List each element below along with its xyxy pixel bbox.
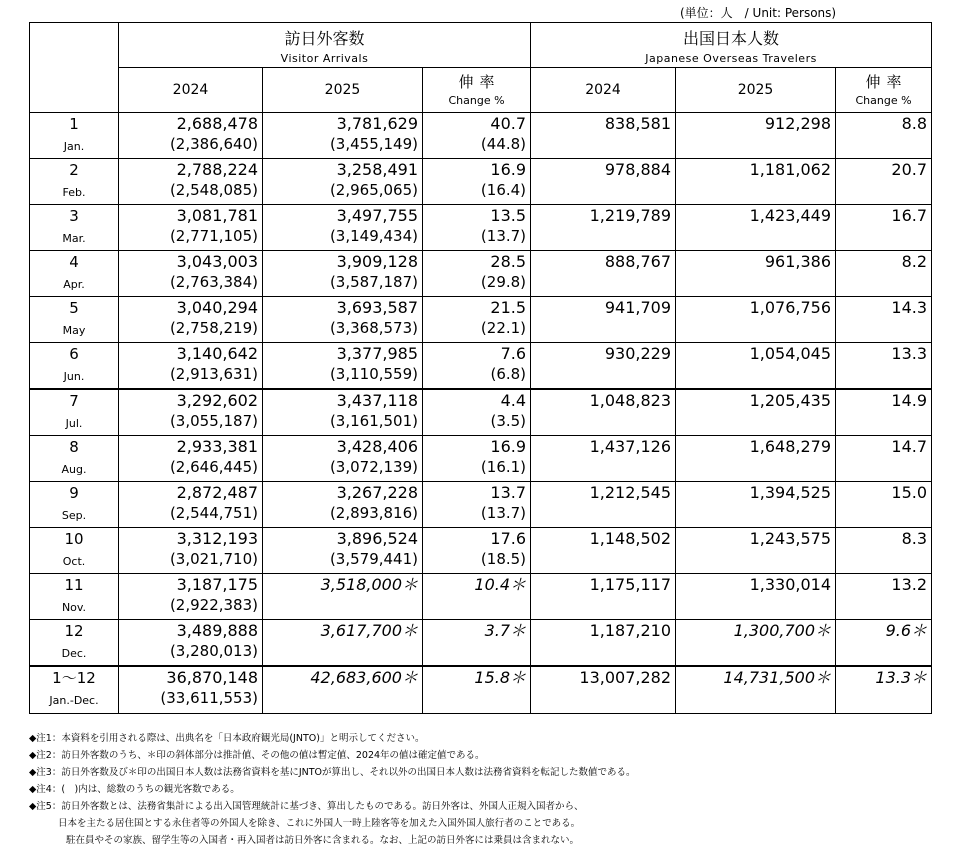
visitor-2025-value: 3,437,118 xyxy=(336,391,418,410)
visitor-2024-value: 3,312,193 xyxy=(176,529,258,548)
visitor-2025 xyxy=(263,620,423,667)
visitor-change-tourist-value: (16.4) xyxy=(480,181,527,199)
overseas-change xyxy=(836,159,932,205)
visitor-2025 xyxy=(263,343,423,390)
overseas-2024 xyxy=(531,205,676,251)
header-visitor-arrivals xyxy=(119,23,531,68)
visitor-2024 xyxy=(119,389,263,436)
note-5-continued: 駐在員やその家族、留学生等の入国者・再入国者は訪日外客に含まれる。なお、上記の訪日外客には乗員は含まれない。 xyxy=(66,835,580,846)
month-label: Aug. xyxy=(61,463,87,476)
visitor-2024-tourist-value: (2,548,085) xyxy=(169,181,258,199)
overseas-2024-value: 1,048,823 xyxy=(589,391,672,410)
overseas-2024-value: 1,219,789 xyxy=(589,206,672,225)
month-label: Apr. xyxy=(63,278,85,291)
visitor-2025-value: 3,267,228 xyxy=(336,483,418,502)
statistics-table xyxy=(29,22,932,714)
month-cell xyxy=(30,113,119,159)
visitor-2024-tourist-value: (3,055,187) xyxy=(169,412,258,430)
table-row xyxy=(30,528,932,574)
visitor-change-value: 4.4 xyxy=(500,391,527,410)
month-label: Jan. xyxy=(63,140,85,153)
header-overseas-travelers xyxy=(531,23,932,68)
visitor-2025-tourist-value: (3,161,501) xyxy=(329,412,418,430)
overseas-2024-value: 930,229 xyxy=(604,344,672,363)
overseas-change-value: 13.2 xyxy=(891,575,928,594)
header-overseas-change xyxy=(836,68,932,113)
month-label: Nov. xyxy=(61,601,87,614)
note-5: ◆注5：訪日外客数とは、法務省集計による出入国管理統計に基づき、算出したものである。訪日外客は、外国人正規入国者から、 xyxy=(29,801,584,812)
visitor-2024-value: 3,081,781 xyxy=(176,206,258,225)
overseas-2024-value: 1,148,502 xyxy=(589,529,672,548)
overseas-2024 xyxy=(531,620,676,667)
visitor-2024-tourist-value: (2,646,445) xyxy=(169,458,258,476)
visitor-change xyxy=(423,251,531,297)
table-row xyxy=(30,297,932,343)
visitor-2024 xyxy=(119,343,263,390)
visitor-change xyxy=(423,343,531,390)
month-cell xyxy=(30,389,119,436)
overseas-2025 xyxy=(676,620,836,667)
note-4: ◆注4：( )内は、総数のうちの観光客数である。 xyxy=(29,784,240,795)
visitor-2025-tourist-value: (3,579,441) xyxy=(329,550,418,568)
header-overseas-2024: 2024 xyxy=(531,68,676,113)
visitor-2025 xyxy=(263,205,423,251)
overseas-2025 xyxy=(676,666,836,714)
visitor-2024-value: 3,489,888 xyxy=(176,621,258,640)
overseas-2025 xyxy=(676,389,836,436)
visitor-2025 xyxy=(263,436,423,482)
overseas-2024-value: 1,212,545 xyxy=(589,483,672,502)
visitor-2024-value: 3,140,642 xyxy=(176,344,258,363)
month-number: 9 xyxy=(69,484,79,502)
visitor-2025-value: 42,683,600＊ xyxy=(310,668,418,687)
month-cell xyxy=(30,666,119,714)
visitor-2024 xyxy=(119,574,263,620)
visitor-2025-tourist-value: (3,110,559) xyxy=(329,365,418,383)
month-number: 8 xyxy=(69,438,79,456)
header-corner xyxy=(30,23,119,113)
visitor-2025 xyxy=(263,666,423,714)
visitor-change-value: 16.9 xyxy=(490,437,527,456)
overseas-2024 xyxy=(531,574,676,620)
header-visitor-jp: 訪日外客数 xyxy=(284,29,365,48)
note-5-continued: 日本を主たる居住国とする永住者等の外国人を除き、これに外国人一時上陸客等を加えた入国外国人旅行者のことである。 xyxy=(58,818,581,829)
visitor-2024-value: 36,870,148 xyxy=(166,668,258,687)
visitor-2025 xyxy=(263,574,423,620)
visitor-change-value: 10.4＊ xyxy=(474,575,527,594)
month-number: 3 xyxy=(69,207,79,225)
visitor-2025 xyxy=(263,251,423,297)
month-label: Sep. xyxy=(61,509,87,522)
overseas-2025 xyxy=(676,297,836,343)
table-row xyxy=(30,205,932,251)
overseas-2024 xyxy=(531,159,676,205)
overseas-2024-value: 941,709 xyxy=(604,298,672,317)
visitor-change xyxy=(423,297,531,343)
overseas-2025-value: 1,054,045 xyxy=(749,344,832,363)
overseas-2024 xyxy=(531,666,676,714)
overseas-2024-value: 888,767 xyxy=(604,252,672,271)
overseas-change xyxy=(836,297,932,343)
visitor-2024-value: 2,933,381 xyxy=(176,437,258,456)
header-change-jp: 伸率 xyxy=(865,73,908,91)
overseas-2025-value: 1,394,525 xyxy=(749,483,832,502)
overseas-2025-value: 1,300,700＊ xyxy=(733,621,832,640)
visitor-change-value: 16.9 xyxy=(490,160,527,179)
overseas-change-value: 9.6＊ xyxy=(885,621,928,640)
overseas-2025 xyxy=(676,574,836,620)
overseas-change-value: 13.3＊ xyxy=(875,668,928,687)
visitor-change-value: 15.8＊ xyxy=(474,668,527,687)
overseas-2025-value: 1,181,062 xyxy=(749,160,832,179)
month-label: Jun. xyxy=(63,370,85,383)
visitor-2024 xyxy=(119,251,263,297)
month-cell xyxy=(30,574,119,620)
visitor-2024-value: 3,292,602 xyxy=(176,391,258,410)
overseas-2024 xyxy=(531,528,676,574)
visitor-2024-tourist-value: (2,771,105) xyxy=(169,227,258,245)
table-row xyxy=(30,389,932,436)
visitor-2025-value: 3,693,587 xyxy=(336,298,418,317)
visitor-2024 xyxy=(119,482,263,528)
visitor-change-tourist-value: (18.5) xyxy=(480,550,527,568)
visitor-2025-tourist-value: (3,455,149) xyxy=(329,135,418,153)
visitor-2025-value: 3,617,700＊ xyxy=(320,621,418,640)
month-number: 7 xyxy=(69,392,79,410)
month-label: Dec. xyxy=(61,647,87,660)
visitor-2025-tourist-value: (3,072,139) xyxy=(329,458,418,476)
visitor-change-tourist-value: (13.7) xyxy=(480,504,527,522)
month-cell xyxy=(30,343,119,390)
month-label: Jan.-Dec. xyxy=(49,694,99,707)
table-row xyxy=(30,159,932,205)
visitor-change-tourist-value: (16.1) xyxy=(480,458,527,476)
header-overseas-2025: 2025 xyxy=(676,68,836,113)
month-cell xyxy=(30,482,119,528)
visitor-2025 xyxy=(263,159,423,205)
overseas-change-value: 8.3 xyxy=(901,529,928,548)
visitor-2025 xyxy=(263,297,423,343)
overseas-change-value: 20.7 xyxy=(891,160,928,179)
table-row xyxy=(30,620,932,667)
visitor-2024 xyxy=(119,528,263,574)
overseas-2025 xyxy=(676,251,836,297)
visitor-2025-value: 3,497,755 xyxy=(336,206,418,225)
visitor-change xyxy=(423,528,531,574)
table-row xyxy=(30,251,932,297)
month-cell xyxy=(30,528,119,574)
month-label: May xyxy=(62,324,86,337)
visitor-2025-tourist-value: (3,368,573) xyxy=(329,319,418,337)
visitor-change-value: 13.7 xyxy=(490,483,527,502)
overseas-change-value: 15.0 xyxy=(891,483,928,502)
note-1: ◆注1：本資料を引用される際は、出典名を「日本政府観光局(JNTO)」と明示してください。 xyxy=(29,733,425,744)
visitor-change xyxy=(423,159,531,205)
overseas-change xyxy=(836,666,932,714)
header-change-en: Change % xyxy=(448,94,505,107)
month-number: 10 xyxy=(64,530,84,548)
visitor-2025 xyxy=(263,113,423,159)
visitor-2024-tourist-value: (2,544,751) xyxy=(169,504,258,522)
month-cell xyxy=(30,205,119,251)
visitor-change-value: 40.7 xyxy=(490,114,527,133)
visitor-2025-value: 3,377,985 xyxy=(336,344,418,363)
overseas-2025-value: 14,731,500＊ xyxy=(723,668,832,687)
table-row xyxy=(30,574,932,620)
visitor-change xyxy=(423,436,531,482)
overseas-2024-value: 1,187,210 xyxy=(589,621,672,640)
visitor-2025-tourist-value: (2,893,816) xyxy=(329,504,418,522)
visitor-change xyxy=(423,620,531,667)
month-number: 2 xyxy=(69,161,79,179)
overseas-2025 xyxy=(676,343,836,390)
visitor-2024 xyxy=(119,159,263,205)
visitor-2025-value: 3,428,406 xyxy=(336,437,418,456)
overseas-change xyxy=(836,113,932,159)
visitor-change-value: 13.5 xyxy=(490,206,527,225)
table-row xyxy=(30,436,932,482)
month-number: 6 xyxy=(69,345,79,363)
visitor-2024-tourist-value: (33,611,553) xyxy=(160,689,258,707)
overseas-2024 xyxy=(531,389,676,436)
visitor-2024-value: 2,872,487 xyxy=(176,483,258,502)
visitor-change-value: 3.7＊ xyxy=(484,621,527,640)
visitor-2025-tourist-value: (3,587,187) xyxy=(329,273,418,291)
overseas-2024-value: 1,437,126 xyxy=(589,437,672,456)
overseas-2025-value: 912,298 xyxy=(764,114,832,133)
overseas-2024 xyxy=(531,436,676,482)
visitor-change-tourist-value: (44.8) xyxy=(480,135,527,153)
overseas-2025 xyxy=(676,159,836,205)
visitor-2025-value: 3,896,524 xyxy=(336,529,418,548)
visitor-2024-value: 3,043,003 xyxy=(176,252,258,271)
overseas-2024-value: 1,175,117 xyxy=(589,575,672,594)
overseas-change xyxy=(836,574,932,620)
header-change-jp: 伸率 xyxy=(458,73,501,91)
visitor-change-value: 7.6 xyxy=(500,344,527,363)
overseas-change xyxy=(836,343,932,390)
visitor-2024-tourist-value: (2,386,640) xyxy=(169,135,258,153)
overseas-2024-value: 13,007,282 xyxy=(579,668,672,687)
month-number: 11 xyxy=(64,576,84,594)
overseas-change xyxy=(836,436,932,482)
month-cell xyxy=(30,251,119,297)
overseas-change xyxy=(836,389,932,436)
visitor-2025-value: 3,258,491 xyxy=(336,160,418,179)
note-2: ◆注2：訪日外客数のうち、＊印の斜体部分は推計値、その他の値は暫定値、2024年の値は確定値である。 xyxy=(29,750,485,761)
visitor-change-tourist-value: (22.1) xyxy=(480,319,527,337)
overseas-2025 xyxy=(676,113,836,159)
month-number: 1 xyxy=(69,115,79,133)
overseas-change-value: 16.7 xyxy=(891,206,928,225)
header-visitor-2024: 2024 xyxy=(119,68,263,113)
visitor-change xyxy=(423,482,531,528)
visitor-2024-tourist-value: (2,763,384) xyxy=(169,273,258,291)
note-3: ◆注3：訪日外客数及び＊印の出国日本人数は法務省資料を基にJNTOが算出し、それ以外の出国日本人数は法務省資料を転記した数値である。 xyxy=(29,767,636,778)
table-row xyxy=(30,482,932,528)
visitor-change-tourist-value: (13.7) xyxy=(480,227,527,245)
overseas-change-value: 14.3 xyxy=(891,298,928,317)
month-cell xyxy=(30,620,119,667)
overseas-2025-value: 1,330,014 xyxy=(749,575,832,594)
visitor-2025 xyxy=(263,528,423,574)
overseas-change xyxy=(836,620,932,667)
visitor-2025-tourist-value: (2,965,065) xyxy=(329,181,418,199)
visitor-2024 xyxy=(119,113,263,159)
visitor-change-tourist-value: (29.8) xyxy=(480,273,527,291)
visitor-2024 xyxy=(119,205,263,251)
month-label: Oct. xyxy=(62,555,86,568)
header-visitor-change xyxy=(423,68,531,113)
overseas-2024 xyxy=(531,113,676,159)
visitor-change xyxy=(423,113,531,159)
overseas-2025 xyxy=(676,482,836,528)
footnotes xyxy=(29,730,939,849)
visitor-2024 xyxy=(119,620,263,667)
unit-label: (単位：人 / Unit: Persons) xyxy=(680,6,837,20)
visitor-change xyxy=(423,205,531,251)
visitor-2025-tourist-value: (3,149,434) xyxy=(329,227,418,245)
month-number: 12 xyxy=(64,622,84,640)
visitor-2025 xyxy=(263,389,423,436)
overseas-change xyxy=(836,528,932,574)
visitor-change-tourist-value: (6.8) xyxy=(490,365,527,383)
overseas-2024 xyxy=(531,251,676,297)
overseas-2024-value: 838,581 xyxy=(604,114,672,133)
table-row xyxy=(30,343,932,390)
visitor-2024-tourist-value: (2,913,631) xyxy=(169,365,258,383)
month-label: Jul. xyxy=(65,417,83,430)
overseas-2024-value: 978,884 xyxy=(604,160,672,179)
visitor-change xyxy=(423,574,531,620)
month-number: 4 xyxy=(69,253,79,271)
overseas-change-value: 8.2 xyxy=(901,252,928,271)
header-change-en: Change % xyxy=(855,94,912,107)
header-visitor-en: Visitor Arrivals xyxy=(280,52,369,65)
overseas-2025-value: 1,205,435 xyxy=(749,391,832,410)
visitor-2024-value: 2,688,478 xyxy=(176,114,258,133)
header-overseas-en: Japanese Overseas Travelers xyxy=(645,52,817,65)
visitor-2024 xyxy=(119,436,263,482)
visitor-2024-value: 2,788,224 xyxy=(176,160,258,179)
visitor-2024 xyxy=(119,666,263,714)
overseas-2025-value: 1,648,279 xyxy=(749,437,832,456)
visitor-2025-value: 3,518,000＊ xyxy=(320,575,418,594)
overseas-2025-value: 1,423,449 xyxy=(749,206,832,225)
table-row xyxy=(30,113,932,159)
visitor-2025-value: 3,909,128 xyxy=(336,252,418,271)
overseas-change xyxy=(836,482,932,528)
visitor-2024-tourist-value: (3,021,710) xyxy=(169,550,258,568)
total-row xyxy=(30,666,932,714)
header-visitor-2025: 2025 xyxy=(263,68,423,113)
overseas-change-value: 14.7 xyxy=(891,437,928,456)
overseas-2025-value: 961,386 xyxy=(764,252,832,271)
overseas-2024 xyxy=(531,482,676,528)
overseas-change-value: 8.8 xyxy=(901,114,928,133)
overseas-change xyxy=(836,205,932,251)
month-number: 1～12 xyxy=(52,669,96,687)
overseas-change xyxy=(836,251,932,297)
overseas-change-value: 13.3 xyxy=(891,344,928,363)
month-cell xyxy=(30,159,119,205)
month-cell xyxy=(30,297,119,343)
month-label: Mar. xyxy=(62,232,86,245)
visitor-change xyxy=(423,389,531,436)
visitor-2024-tourist-value: (3,280,013) xyxy=(169,642,258,660)
visitor-change-value: 21.5 xyxy=(490,298,527,317)
month-number: 5 xyxy=(69,299,79,317)
visitor-2024-tourist-value: (2,758,219) xyxy=(169,319,258,337)
overseas-2025 xyxy=(676,205,836,251)
month-cell xyxy=(30,436,119,482)
visitor-change-value: 28.5 xyxy=(490,252,527,271)
month-label: Feb. xyxy=(62,186,86,199)
visitor-2025 xyxy=(263,482,423,528)
overseas-change-value: 14.9 xyxy=(891,391,928,410)
visitor-change xyxy=(423,666,531,714)
overseas-2024 xyxy=(531,297,676,343)
overseas-2025 xyxy=(676,528,836,574)
header-overseas-jp: 出国日本人数 xyxy=(683,29,780,48)
overseas-2025-value: 1,076,756 xyxy=(749,298,832,317)
overseas-2024 xyxy=(531,343,676,390)
visitor-2024 xyxy=(119,297,263,343)
overseas-2025 xyxy=(676,436,836,482)
visitor-2024-tourist-value: (2,922,383) xyxy=(169,596,258,614)
visitor-change-tourist-value: (3.5) xyxy=(490,412,527,430)
visitor-change-value: 17.6 xyxy=(490,529,527,548)
overseas-2025-value: 1,243,575 xyxy=(749,529,832,548)
visitor-2024-value: 3,187,175 xyxy=(176,575,258,594)
visitor-2025-value: 3,781,629 xyxy=(336,114,418,133)
visitor-2024-value: 3,040,294 xyxy=(176,298,258,317)
